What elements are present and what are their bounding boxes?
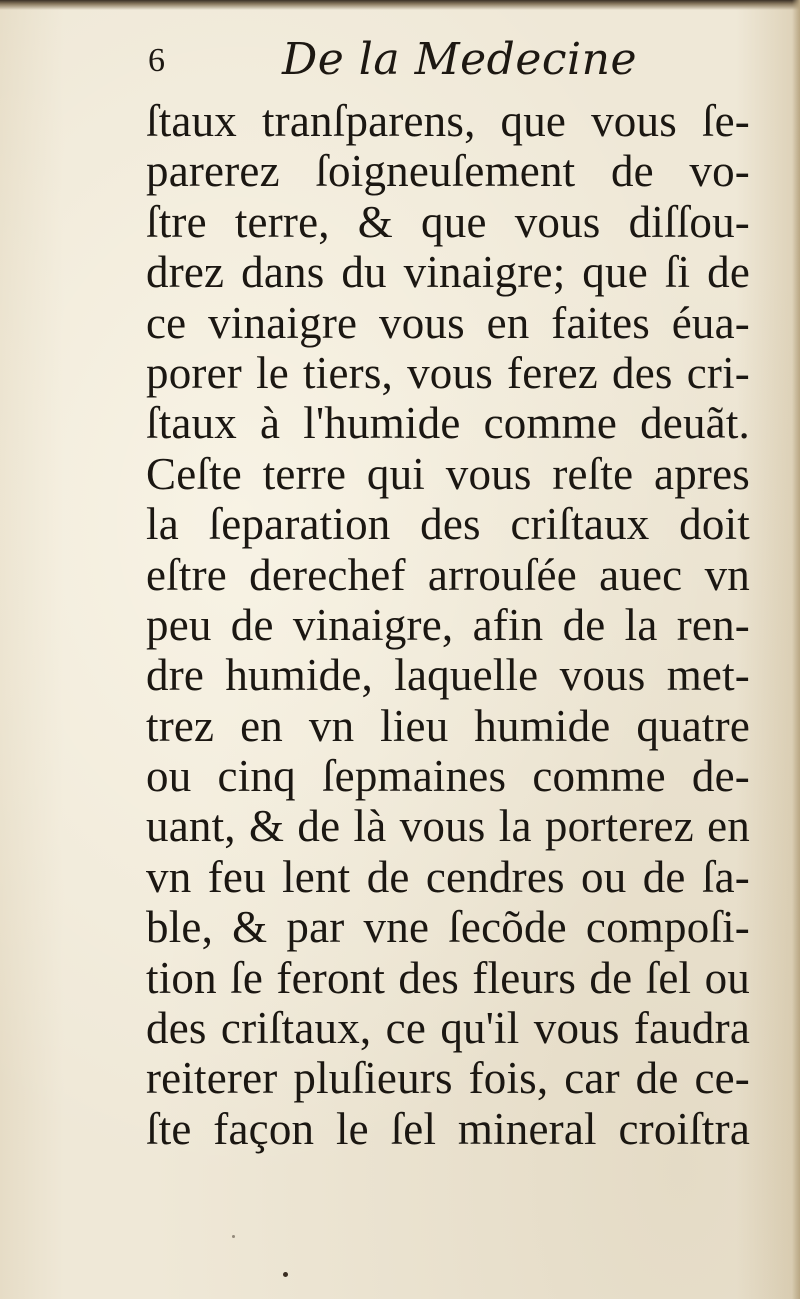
text-line-16: vn feu lent de cendres ou de ſa- bbox=[146, 851, 750, 902]
running-head: De la Medecine bbox=[282, 34, 637, 85]
text-line-14: ou cinq ſepmaines comme de- bbox=[146, 751, 750, 802]
body-text bbox=[146, 96, 750, 1154]
page-number: 6 bbox=[148, 42, 165, 79]
ink-speck bbox=[232, 1235, 235, 1238]
text-line-20: reiterer pluſieurs fois, car de ce- bbox=[146, 1053, 750, 1104]
text-line-2: parerez ſoigneuſement de vo- bbox=[146, 146, 750, 197]
text-line-4: drez dans du vinaigre; que ſi de bbox=[146, 247, 750, 298]
text-line-21: ſte façon le ſel mineral croiſtra bbox=[146, 1103, 750, 1154]
text-line-11: peu de vinaigre, afin de la ren- bbox=[146, 599, 750, 650]
text-line-13: trez en vn lieu humide quatre bbox=[146, 700, 750, 751]
text-line-10: eſtre derechef arrouſée auec vn bbox=[146, 549, 750, 600]
page-top-edge bbox=[0, 0, 800, 10]
text-line-9: la ſeparation des criſtaux doit bbox=[146, 499, 750, 550]
text-line-3: ſtre terre, & que vous diſſou- bbox=[146, 196, 750, 247]
ink-speck bbox=[283, 1272, 288, 1277]
text-line-7: ſtaux à l'humide comme deuãt. bbox=[146, 398, 750, 449]
text-line-15: uant, & de là vous la porterez en bbox=[146, 801, 750, 852]
text-line-6: porer le tiers, vous ferez des cri- bbox=[146, 347, 750, 398]
text-line-17: ble, & par vne ſecõde compoſi- bbox=[146, 902, 750, 953]
page-right-edge bbox=[792, 0, 800, 1299]
text-line-8: Ceſte terre qui vous reſte apres bbox=[146, 448, 750, 499]
text-line-18: tion ſe feront des fleurs de ſel ou bbox=[146, 952, 750, 1003]
page-header bbox=[148, 34, 748, 94]
text-line-19: des criſtaux, ce qu'il vous faudra bbox=[146, 1003, 750, 1054]
text-line-1: ſtaux tranſparens, que vous ſe- bbox=[146, 96, 750, 146]
text-line-5: ce vinaigre vous en faites éua- bbox=[146, 297, 750, 348]
text-line-12: dre humide, laquelle vous met- bbox=[146, 650, 750, 701]
